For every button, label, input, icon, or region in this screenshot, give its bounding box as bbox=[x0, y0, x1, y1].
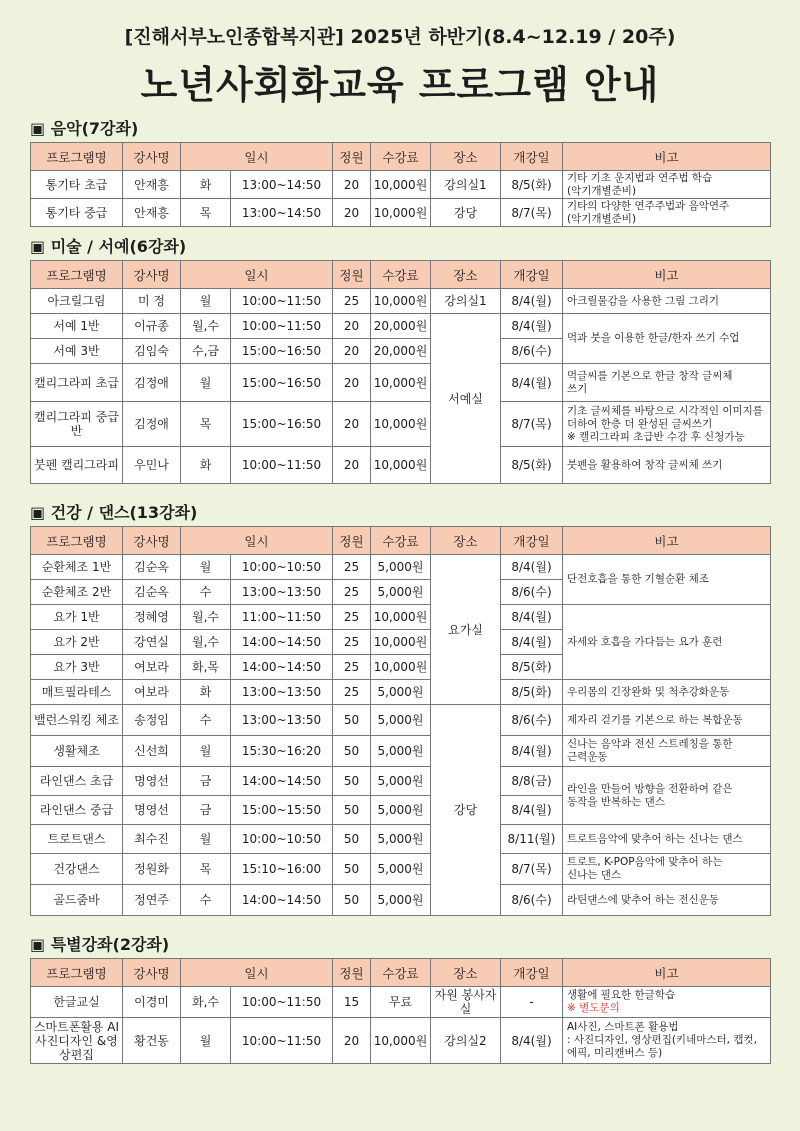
table-row bbox=[31, 680, 771, 705]
fee: 10,000원 bbox=[371, 1018, 431, 1064]
note-line: 기초 글씨체를 바탕으로 시각적인 이미지를 bbox=[567, 404, 763, 417]
program-name: 통기타 중급 bbox=[31, 199, 123, 227]
note-line: 기타의 다양한 연주주법과 음악연주 bbox=[567, 199, 730, 212]
capacity: 25 bbox=[333, 680, 371, 705]
fee: 10,000원 bbox=[371, 655, 431, 680]
program-table bbox=[30, 958, 771, 1064]
teacher-name: 명영선 bbox=[123, 796, 181, 825]
table-row bbox=[31, 854, 771, 885]
class-day: 수,금 bbox=[181, 339, 231, 364]
note bbox=[563, 705, 771, 736]
note-line: 제자리 걷기를 기본으로 하는 복합운동 bbox=[567, 713, 743, 726]
fee: 10,000원 bbox=[371, 171, 431, 199]
program-name: 한글교실 bbox=[31, 987, 123, 1018]
class-day: 월 bbox=[181, 1018, 231, 1064]
place: 강당 bbox=[431, 705, 501, 916]
place: 강당 bbox=[431, 199, 501, 227]
note bbox=[563, 854, 771, 885]
table-row bbox=[31, 314, 771, 339]
program-name: 서예 3반 bbox=[31, 339, 123, 364]
program-name: 매트필라테스 bbox=[31, 680, 123, 705]
section-heading: ▣ 미술 / 서예(6강좌) bbox=[30, 237, 187, 256]
teacher-name: 안재흥 bbox=[123, 171, 181, 199]
start-date: 8/4(월) bbox=[501, 364, 563, 402]
teacher-name: 안재흥 bbox=[123, 199, 181, 227]
place: 강의실1 bbox=[431, 289, 501, 314]
table-row bbox=[31, 1018, 771, 1064]
fee: 5,000원 bbox=[371, 767, 431, 796]
program-name: 트로트댄스 bbox=[31, 825, 123, 854]
capacity: 50 bbox=[333, 796, 371, 825]
capacity: 50 bbox=[333, 767, 371, 796]
teacher-name: 이규종 bbox=[123, 314, 181, 339]
note-line: 신나는 댄스 bbox=[567, 869, 622, 881]
program-name: 요가 3반 bbox=[31, 655, 123, 680]
class-day: 금 bbox=[181, 796, 231, 825]
note-line: 아크릴물감을 사용한 그림 그리기 bbox=[567, 294, 720, 307]
capacity: 25 bbox=[333, 289, 371, 314]
note bbox=[563, 825, 771, 854]
fee: 10,000원 bbox=[371, 447, 431, 484]
teacher-name: 우민나 bbox=[123, 447, 181, 484]
column-header: 프로그램명 bbox=[31, 143, 123, 171]
class-time: 14:00~14:50 bbox=[231, 885, 333, 916]
fee: 10,000원 bbox=[371, 605, 431, 630]
fee: 10,000원 bbox=[371, 199, 431, 227]
teacher-name: 정혜영 bbox=[123, 605, 181, 630]
start-date: 8/4(월) bbox=[501, 314, 563, 339]
note bbox=[563, 987, 771, 1018]
start-date: 8/4(월) bbox=[501, 289, 563, 314]
column-header: 개강일 bbox=[501, 143, 563, 171]
program-name: 요가 1반 bbox=[31, 605, 123, 630]
class-time: 10:00~11:50 bbox=[231, 314, 333, 339]
table-row bbox=[31, 364, 771, 402]
program-table bbox=[30, 142, 771, 227]
teacher-name: 정원화 bbox=[123, 854, 181, 885]
section-heading: ▣ 특별강좌(2강좌) bbox=[30, 935, 170, 954]
page-title: 노년사회화교육 프로그램 안내 bbox=[140, 63, 660, 107]
subtitle: [진해서부노인종합복지관] 2025년 하반기(8.4~12.19 / 20주) bbox=[124, 26, 676, 48]
column-header: 강사명 bbox=[123, 959, 181, 987]
column-header: 강사명 bbox=[123, 261, 181, 289]
table-row bbox=[31, 402, 771, 447]
fee: 5,000원 bbox=[371, 885, 431, 916]
class-time: 13:00~13:50 bbox=[231, 580, 333, 605]
note-line: 생활에 필요한 한글학습 bbox=[567, 989, 676, 1001]
place: 강의실2 bbox=[431, 1018, 501, 1064]
program-name: 통기타 초급 bbox=[31, 171, 123, 199]
column-header: 프로그램명 bbox=[31, 527, 123, 555]
note-line: 동작을 반복하는 댄스 bbox=[567, 795, 665, 808]
section-special bbox=[30, 932, 770, 1064]
place: 요가실 bbox=[431, 555, 501, 705]
teacher-name: 미 정 bbox=[123, 289, 181, 314]
class-day: 월,수 bbox=[181, 314, 231, 339]
note-line: : 사진디자인, 영상편집(키네마스터, 캡컷, bbox=[567, 1034, 757, 1046]
table-row bbox=[31, 705, 771, 736]
column-header: 비고 bbox=[563, 959, 771, 987]
program-name: 라인댄스 초급 bbox=[31, 767, 123, 796]
column-header: 수강료 bbox=[371, 959, 431, 987]
start-date: 8/4(월) bbox=[501, 605, 563, 630]
note-line: 자세와 호흡을 가다듬는 요가 훈련 bbox=[567, 635, 723, 648]
note-line: 기타 기초 운지법과 연주법 학습 bbox=[567, 171, 713, 184]
fee: 5,000원 bbox=[371, 825, 431, 854]
fee: 무료 bbox=[371, 987, 431, 1018]
class-day: 월 bbox=[181, 289, 231, 314]
class-time: 10:00~11:50 bbox=[231, 289, 333, 314]
note bbox=[563, 314, 771, 364]
teacher-name: 이경미 bbox=[123, 987, 181, 1018]
column-header: 비고 bbox=[563, 143, 771, 171]
class-day: 화 bbox=[181, 447, 231, 484]
teacher-name: 김정애 bbox=[123, 402, 181, 447]
fee: 5,000원 bbox=[371, 705, 431, 736]
capacity: 20 bbox=[333, 1018, 371, 1064]
capacity: 20 bbox=[333, 314, 371, 339]
column-header: 프로그램명 bbox=[31, 959, 123, 987]
start-date: 8/7(목) bbox=[501, 854, 563, 885]
teacher-name: 여보라 bbox=[123, 680, 181, 705]
column-header: 비고 bbox=[563, 527, 771, 555]
fee: 10,000원 bbox=[371, 289, 431, 314]
note-line: 에픽, 미리캔버스 등) bbox=[567, 1047, 663, 1059]
note bbox=[563, 605, 771, 680]
teacher-name: 최수진 bbox=[123, 825, 181, 854]
column-header: 일시 bbox=[181, 143, 333, 171]
teacher-name: 여보라 bbox=[123, 655, 181, 680]
class-time: 11:00~11:50 bbox=[231, 605, 333, 630]
program-name: 캘리그라피 중급반 bbox=[31, 402, 123, 447]
fee: 20,000원 bbox=[371, 314, 431, 339]
class-day: 수 bbox=[181, 885, 231, 916]
class-time: 10:00~11:50 bbox=[231, 447, 333, 484]
start-date: 8/4(월) bbox=[501, 736, 563, 767]
class-time: 10:00~11:50 bbox=[231, 1018, 333, 1064]
note-line: 라인을 만들어 방향을 전환하여 같은 bbox=[567, 782, 733, 795]
column-header: 장소 bbox=[431, 527, 501, 555]
class-day: 월 bbox=[181, 364, 231, 402]
note-line: 쓰기 bbox=[567, 382, 588, 395]
class-time: 14:00~14:50 bbox=[231, 655, 333, 680]
note-line: 먹글씨를 기본으로 한글 창작 글씨체 bbox=[567, 369, 733, 382]
column-header: 정원 bbox=[333, 527, 371, 555]
program-table bbox=[30, 526, 771, 916]
start-date: - bbox=[501, 987, 563, 1018]
fee: 5,000원 bbox=[371, 680, 431, 705]
class-day: 월 bbox=[181, 736, 231, 767]
note bbox=[563, 171, 771, 199]
class-time: 14:00~14:50 bbox=[231, 630, 333, 655]
start-date: 8/8(금) bbox=[501, 767, 563, 796]
column-header: 장소 bbox=[431, 143, 501, 171]
class-day: 화 bbox=[181, 680, 231, 705]
note bbox=[563, 1018, 771, 1064]
note bbox=[563, 289, 771, 314]
table-header-row bbox=[31, 959, 771, 987]
column-header: 일시 bbox=[181, 261, 333, 289]
table-row bbox=[31, 447, 771, 484]
table-header-row bbox=[31, 261, 771, 289]
column-header: 정원 bbox=[333, 261, 371, 289]
table-row bbox=[31, 767, 771, 796]
capacity: 20 bbox=[333, 339, 371, 364]
class-time: 13:00~13:50 bbox=[231, 680, 333, 705]
program-name: 아크릴그림 bbox=[31, 289, 123, 314]
table-header-row bbox=[31, 143, 771, 171]
class-time: 10:00~11:50 bbox=[231, 987, 333, 1018]
class-time: 10:00~10:50 bbox=[231, 825, 333, 854]
program-name: 순환체조 1반 bbox=[31, 555, 123, 580]
teacher-name: 김순옥 bbox=[123, 580, 181, 605]
column-header: 개강일 bbox=[501, 527, 563, 555]
column-header: 수강료 bbox=[371, 261, 431, 289]
capacity: 25 bbox=[333, 630, 371, 655]
table-row bbox=[31, 987, 771, 1018]
class-time: 13:00~13:50 bbox=[231, 705, 333, 736]
section-heading: ▣ 건강 / 댄스(13강좌) bbox=[30, 503, 198, 522]
column-header: 일시 bbox=[181, 959, 333, 987]
table-row bbox=[31, 171, 771, 199]
note-line: 신나는 음악과 전신 스트레칭을 통한 bbox=[567, 738, 733, 750]
start-date: 8/6(수) bbox=[501, 885, 563, 916]
section-heading: ▣ 음악(7강좌) bbox=[30, 119, 139, 138]
class-day: 목 bbox=[181, 854, 231, 885]
column-header: 개강일 bbox=[501, 959, 563, 987]
start-date: 8/5(화) bbox=[501, 680, 563, 705]
program-name: 순환체조 2반 bbox=[31, 580, 123, 605]
capacity: 50 bbox=[333, 736, 371, 767]
program-table bbox=[30, 260, 771, 484]
capacity: 15 bbox=[333, 987, 371, 1018]
table-header-row bbox=[31, 527, 771, 555]
place: 강의실1 bbox=[431, 171, 501, 199]
note bbox=[563, 364, 771, 402]
start-date: 8/6(수) bbox=[501, 580, 563, 605]
start-date: 8/6(수) bbox=[501, 339, 563, 364]
teacher-name: 김정애 bbox=[123, 364, 181, 402]
place: 서예실 bbox=[431, 314, 501, 484]
column-header: 일시 bbox=[181, 527, 333, 555]
start-date: 8/4(월) bbox=[501, 555, 563, 580]
section-art bbox=[30, 234, 770, 484]
column-header: 강사명 bbox=[123, 527, 181, 555]
start-date: 8/5(화) bbox=[501, 655, 563, 680]
column-header: 수강료 bbox=[371, 143, 431, 171]
capacity: 50 bbox=[333, 705, 371, 736]
capacity: 20 bbox=[333, 171, 371, 199]
fee: 10,000원 bbox=[371, 402, 431, 447]
note-line: 근력운동 bbox=[567, 751, 608, 763]
capacity: 20 bbox=[333, 199, 371, 227]
teacher-name: 명영선 bbox=[123, 767, 181, 796]
fee: 5,000원 bbox=[371, 555, 431, 580]
column-header: 정원 bbox=[333, 959, 371, 987]
program-name: 골드줌바 bbox=[31, 885, 123, 916]
place: 자원 봉사자실 bbox=[431, 987, 501, 1018]
capacity: 25 bbox=[333, 580, 371, 605]
class-day: 화 bbox=[181, 171, 231, 199]
fee: 5,000원 bbox=[371, 580, 431, 605]
class-time: 15:00~15:50 bbox=[231, 796, 333, 825]
section-health bbox=[30, 500, 770, 916]
start-date: 8/4(월) bbox=[501, 796, 563, 825]
fee: 10,000원 bbox=[371, 630, 431, 655]
note bbox=[563, 885, 771, 916]
column-header: 강사명 bbox=[123, 143, 181, 171]
table-row bbox=[31, 289, 771, 314]
class-time: 15:00~16:50 bbox=[231, 339, 333, 364]
note-line: ※ 캘리그라피 초급반 수강 후 신청가능 bbox=[567, 430, 745, 443]
table-row bbox=[31, 605, 771, 630]
note-line: 우리몸의 긴장완화 및 척추강화운동 bbox=[567, 685, 730, 698]
note-line: 먹과 붓을 이용한 한글/한자 쓰기 수업 bbox=[567, 332, 740, 344]
column-header: 비고 bbox=[563, 261, 771, 289]
fee: 20,000원 bbox=[371, 339, 431, 364]
column-header: 정원 bbox=[333, 143, 371, 171]
fee: 5,000원 bbox=[371, 854, 431, 885]
class-day: 화,수 bbox=[181, 987, 231, 1018]
fee: 10,000원 bbox=[371, 364, 431, 402]
fee: 5,000원 bbox=[371, 796, 431, 825]
program-name: 스마트폰활용 AI 사진디자인 &영상편집 bbox=[31, 1018, 123, 1064]
note-line: 트로트음악에 맞추어 하는 신나는 댄스 bbox=[567, 832, 743, 845]
class-time: 15:00~16:50 bbox=[231, 364, 333, 402]
capacity: 20 bbox=[333, 447, 371, 484]
start-date: 8/6(수) bbox=[501, 705, 563, 736]
note-line: 라틴댄스에 맞추어 하는 전신운동 bbox=[567, 893, 720, 906]
class-day: 월,수 bbox=[181, 605, 231, 630]
table-row bbox=[31, 885, 771, 916]
table-row bbox=[31, 736, 771, 767]
fee: 5,000원 bbox=[371, 736, 431, 767]
note-highlight: ※ 별도문의 bbox=[567, 1002, 620, 1014]
class-time: 15:00~16:50 bbox=[231, 402, 333, 447]
program-name: 캘리그라피 초급 bbox=[31, 364, 123, 402]
note-line: 더하여 한층 더 완성된 글씨쓰기 bbox=[567, 417, 713, 430]
program-name: 생활체조 bbox=[31, 736, 123, 767]
note-line: 단전호흡을 통한 기혈순환 체조 bbox=[567, 573, 709, 585]
class-day: 월,수 bbox=[181, 630, 231, 655]
note bbox=[563, 680, 771, 705]
note-line: 트로트, K-POP음악에 맞추어 하는 bbox=[567, 856, 723, 868]
class-day: 월 bbox=[181, 825, 231, 854]
start-date: 8/7(목) bbox=[501, 402, 563, 447]
start-date: 8/5(화) bbox=[501, 171, 563, 199]
teacher-name: 정연주 bbox=[123, 885, 181, 916]
column-header: 프로그램명 bbox=[31, 261, 123, 289]
note bbox=[563, 555, 771, 605]
program-name: 건강댄스 bbox=[31, 854, 123, 885]
program-name: 밸런스워킹 체조 bbox=[31, 705, 123, 736]
class-time: 10:00~10:50 bbox=[231, 555, 333, 580]
teacher-name: 신선희 bbox=[123, 736, 181, 767]
class-time: 13:00~14:50 bbox=[231, 171, 333, 199]
class-day: 금 bbox=[181, 767, 231, 796]
program-name: 서예 1반 bbox=[31, 314, 123, 339]
start-date: 8/11(월) bbox=[501, 825, 563, 854]
start-date: 8/4(월) bbox=[501, 1018, 563, 1064]
start-date: 8/4(월) bbox=[501, 630, 563, 655]
table-row bbox=[31, 199, 771, 227]
capacity: 25 bbox=[333, 555, 371, 580]
note bbox=[563, 767, 771, 825]
class-day: 화,목 bbox=[181, 655, 231, 680]
teacher-name: 김임숙 bbox=[123, 339, 181, 364]
table-row bbox=[31, 555, 771, 580]
capacity: 50 bbox=[333, 885, 371, 916]
start-date: 8/7(목) bbox=[501, 199, 563, 227]
note bbox=[563, 736, 771, 767]
program-name: 붓펜 캘리그라피 bbox=[31, 447, 123, 484]
note-line: 붓펜을 활용하여 창작 글씨체 쓰기 bbox=[567, 458, 723, 471]
note bbox=[563, 402, 771, 447]
class-time: 15:30~16:20 bbox=[231, 736, 333, 767]
capacity: 50 bbox=[333, 854, 371, 885]
table-row bbox=[31, 825, 771, 854]
class-day: 수 bbox=[181, 705, 231, 736]
column-header: 장소 bbox=[431, 261, 501, 289]
column-header: 장소 bbox=[431, 959, 501, 987]
class-time: 14:00~14:50 bbox=[231, 767, 333, 796]
class-time: 15:10~16:00 bbox=[231, 854, 333, 885]
capacity: 25 bbox=[333, 655, 371, 680]
column-header: 개강일 bbox=[501, 261, 563, 289]
capacity: 25 bbox=[333, 605, 371, 630]
start-date: 8/5(화) bbox=[501, 447, 563, 484]
program-name: 요가 2반 bbox=[31, 630, 123, 655]
column-header: 수강료 bbox=[371, 527, 431, 555]
class-day: 목 bbox=[181, 199, 231, 227]
teacher-name: 황건동 bbox=[123, 1018, 181, 1064]
class-time: 13:00~14:50 bbox=[231, 199, 333, 227]
note bbox=[563, 199, 771, 227]
teacher-name: 김순옥 bbox=[123, 555, 181, 580]
capacity: 20 bbox=[333, 364, 371, 402]
teacher-name: 강연실 bbox=[123, 630, 181, 655]
section-music bbox=[30, 116, 770, 227]
note bbox=[563, 447, 771, 484]
note-line: (악기개별준비) bbox=[567, 184, 637, 197]
note-line: AI사진, 스마트폰 활용법 bbox=[567, 1021, 679, 1033]
class-day: 수 bbox=[181, 580, 231, 605]
class-day: 월 bbox=[181, 555, 231, 580]
teacher-name: 송정임 bbox=[123, 705, 181, 736]
capacity: 50 bbox=[333, 825, 371, 854]
class-day: 목 bbox=[181, 402, 231, 447]
note-line: (악기개별준비) bbox=[567, 212, 637, 225]
program-name: 라인댄스 중급 bbox=[31, 796, 123, 825]
capacity: 20 bbox=[333, 402, 371, 447]
